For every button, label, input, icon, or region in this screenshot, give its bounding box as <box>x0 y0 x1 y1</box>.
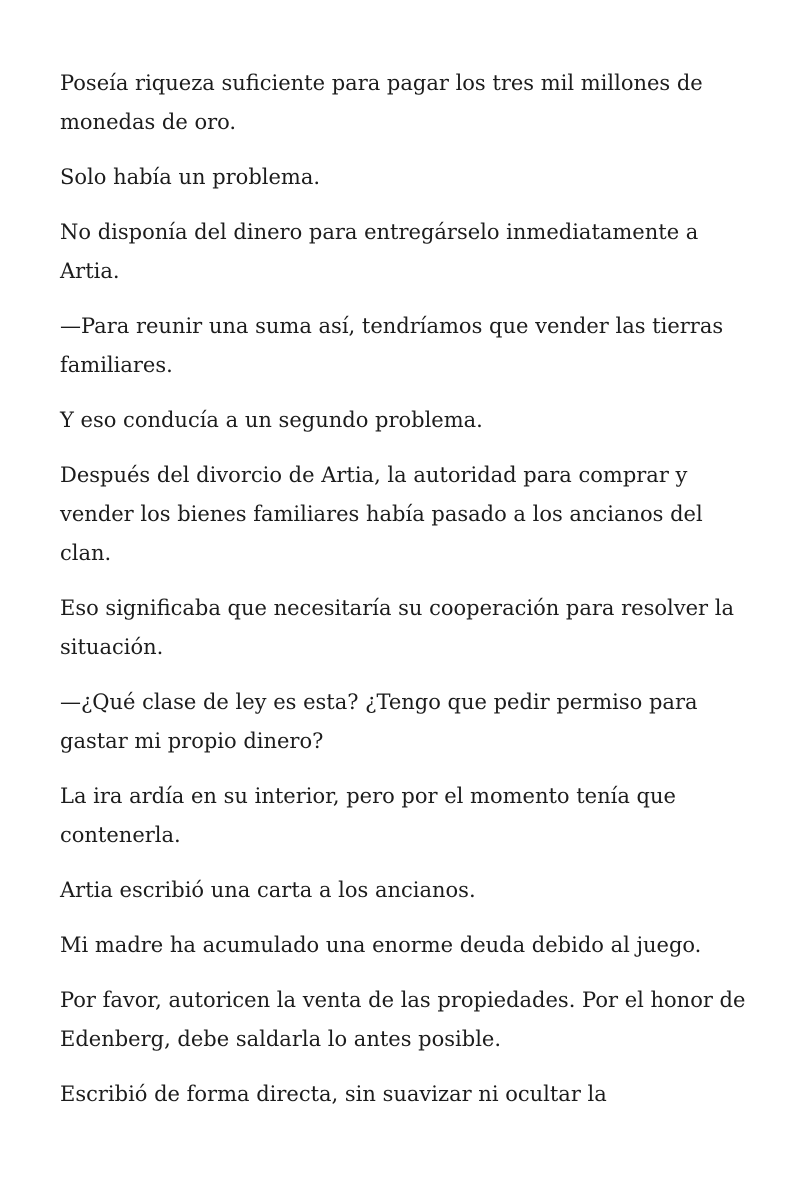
paragraph: La ira ardía en su interior, pero por el momento tenía que contenerla. <box>60 784 676 847</box>
paragraph: Después del divorcio de Artia, la autoridad para comprar y vender los bienes familiares había pasado a los ancianos del clan. <box>60 463 703 565</box>
paragraph: —Para reunir una suma así, tendríamos que vender las tierras familiares. <box>60 314 724 377</box>
paragraph: Artia escribió una carta a los ancianos. <box>60 878 476 902</box>
paragraph: Eso significaba que necesitaría su cooperación para resolver la situación. <box>60 596 734 659</box>
paragraph: No disponía del dinero para entregárselo inmediatamente a Artia. <box>60 220 699 283</box>
paragraph: Poseía riqueza suficiente para pagar los tres mil millones de monedas de oro. <box>60 71 703 134</box>
paragraph: Y eso conducía a un segundo problema. <box>60 408 483 432</box>
paragraph: —¿Qué clase de ley es esta? ¿Tengo que pedir permiso para gastar mi propio dinero? <box>60 690 698 753</box>
paragraph: Mi madre ha acumulado una enorme deuda debido al juego. <box>60 933 702 957</box>
paragraph: Por favor, autoricen la venta de las propiedades. Por el honor de Edenberg, debe saldarla lo antes posible. <box>60 988 746 1051</box>
paragraph: Solo había un problema. <box>60 165 321 189</box>
paragraph: Escribió de forma directa, sin suavizar ni ocultar la <box>60 1082 607 1106</box>
